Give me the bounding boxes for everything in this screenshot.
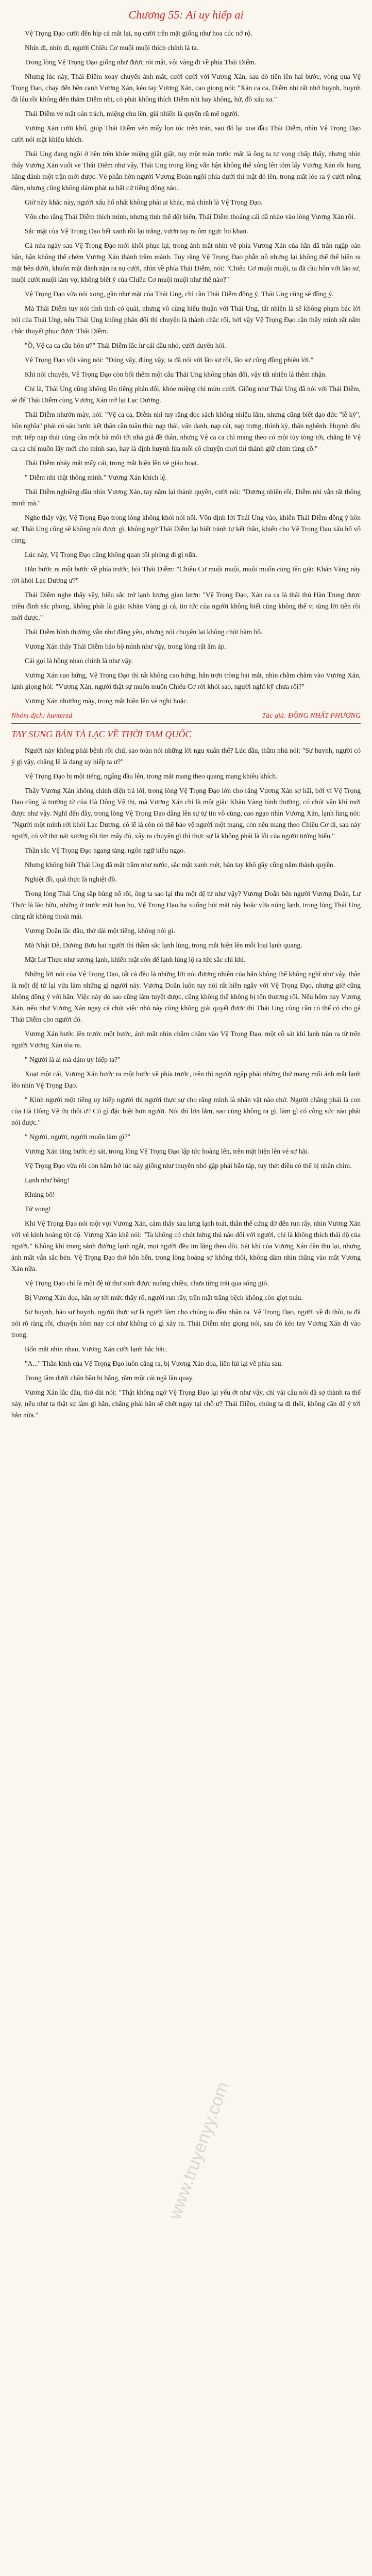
paragraph: Hắn bước ra một bước về phía trước, hỏi Thái Diễm: "Chiêu Cơ muội muội, muội muốn cùng tên giặc Khăn Vàng này rời khỏi Lạc Dương ư?" bbox=[11, 565, 361, 584]
paragraph: Mà Thái Diễm tuy nói tính tình có quái, nhưng vô cùng hiểu thuận với Thái Ung, tất nhiên là sẽ không phạm bác lời nói của Thái Ung, nếu Thái Ung không phản đối thì chuyện là thành chắc rồi, bởi vậy Vệ Trọng Đạo căn thấy mình rất nắm chắc thuyết phục được Thái Diễm. bbox=[11, 304, 361, 335]
paragraph: " Người là ai mà dám uy hiếp ta?" bbox=[25, 1056, 121, 1063]
chapter-body bbox=[11, 28, 361, 707]
paragraph: Khi Vệ Trọng Đạo nói một vợi Vương Xán, cảm thấy sau lưng lạnh toát, thân thể cứng đờ đến run rẩy, nhìn Vương Xán với vẻ kinh hoàng tột độ. Vương Xán khẽ nói: "Ta không có chút hứng thú nào đối với người, chỉ là không thích thái độ của người." Không khí trong sảnh đường lạnh ngắt, mọi người đều im lặng theo dõi. Sát khí của Vương Xán dần thu lại, nhưng ánh mắt vẫn sắc bén. Vệ Trọng Đạo thở hổn hển, trong lòng hoảng sợ không thôi, không dám nhìn thẳng vào mắt Vương Xán nữa. bbox=[11, 1219, 361, 1273]
paragraph: Vương Xán lắc đầu, thở dài nói: "Thật không ngờ Vệ Trọng Đạo lại yếu ớt như vậy, chỉ vài câu nói đã sợ thành ra thế này, nếu như ta thật sự làm gì hắn, chẳng phải hắn sẽ chết ngay tại chỗ ư? Thái Diễm, chúng ta đi thôi, không cần để ý tới hắn nữa." bbox=[11, 1388, 361, 1419]
paragraph: Vốn cho rằng Thái Diễm thích mình, nhưng tình thế đột biến, Thái Diễm thoáng cái đã nhào vào lòng Vương Xán rồi. bbox=[25, 213, 356, 221]
paragraph: Giờ này khắc này, người xấu hổ nhất không phải ai khác, mà chính là Vệ Trọng Đạo. bbox=[25, 198, 263, 206]
site-watermark: www.truyenyy.com bbox=[165, 2079, 233, 2222]
paragraph: Bị Vương Xán dọa, hắn sợ tới mức thấy rõ, người run rẩy, trên mặt trắng bệch không còn giọt máu. bbox=[25, 1294, 303, 1301]
paragraph: Chỉ là, Thái Ung cũng không lên tiếng phản đối, khóe miệng chỉ mím cười. Giống như Thái Ung đã nói với Thái Diễm, sẽ để Thái Diễm cùng Vương Xán trở lại Lạc Dương. bbox=[11, 385, 361, 404]
paragraph: Thái Diễm nhướn mày, hỏi: "Vệ ca ca, Diễm nhi tuy rằng đọc sách không nhiều lắm, nhưng cũng biết đạo đức "lễ ký", hôn nghĩa" phải có sáu bước kết thân cần tuân thủ: nạp thái, vấn danh, nạp cát, nạp trưng, thỉnh kỳ, thân nghênh. Huynh đều trực tiếp nạp thái cũng cần một bà mối tới nhà giả đề thân, nhưng Vệ ca ca chỉ mang theo có một tùy tòng tới, chẳng lẽ Vệ ca ca chỉ muốn lấy mới cho mình sao, hay là định huynh lừa mỗi cô chuyện chơi thì thành giữ chim tùng cõ." bbox=[11, 411, 361, 452]
chapter-body-continued bbox=[11, 745, 361, 1421]
paragraph: Vương Xán cười khổ, giúp Thái Diễm vén mấy lọn tóc trên trán, sau đó lại xoa đầu Thái Diễm, nhìn Vệ Trọng Đạo cười nói mặt khiêu khích. bbox=[11, 124, 361, 143]
paragraph: Thái Diễm nghiêng đầu nhìn Vương Xán, tay nắm lại thành quyền, cười nói: "Dương nhiên rồi, Diễm nhi vẫn rất thông minh mà." bbox=[11, 488, 361, 507]
author-credit: Tác giả: ĐỒNG NHẤT PHƯƠNG bbox=[262, 712, 361, 720]
paragraph: Trong lòng Vệ Trọng Đạo giống như được rót mật, vội vàng đi về phía Thái Điểm. bbox=[25, 58, 257, 66]
paragraph: Cả nửa ngày sau Vệ Trọng Đạo mới khôi phục lại, trong ánh mắt nhìn về phía Vương Xán của hắn đã tràn ngập oán hận, hận không thể chém Vương Xán thành trăm mảnh. Tuy rằng Vệ Trọng Đạo phẫn nộ nhưng lại không thể thể hiện ra mặt bên dưới, khuôn mặt đành nặn ra nụ cười, nhìn về phía Thái Diễm, nói: "Chiêu Cơ muội muội, ta đã cầu hôn với lão sư, muội cưới muội làm vợ, không biết ý của Chiêu Cơ muội muội như thế nào?" bbox=[11, 242, 361, 283]
credits-row bbox=[11, 712, 361, 720]
paragraph: Vương Xán bước lên trước một bước, ánh mắt nhìn chằm chằm vào Vệ Trọng Đạo, một cỗ sát khí lạnh tràn ra từ trên người Vương Xán tỏa ra. bbox=[11, 1030, 361, 1049]
paragraph: Cái gọi là hồng nhan chính là như vậy. bbox=[25, 657, 133, 665]
paragraph: Thái Diễm nháy mắt mấy cái, trong mắt hiện lên vẻ giảo hoạt. bbox=[25, 459, 199, 467]
paragraph: Mã Nhật Đê, Dương Bưu hai người thì thầm sắc lạnh lùng, trong mắt hiện lên mỗi loại lạnh quang. bbox=[25, 941, 302, 949]
paragraph: Vương Xán nhướng mày, trong mắt hiện lên vẻ nghi hoặc. bbox=[25, 697, 189, 705]
paragraph: Lạnh như băng! bbox=[25, 1176, 70, 1184]
paragraph: Vương Xán cao hứng, Vệ Trọng Đạo thì rất không cao hứng, hắn trợn tròng hai mắt, nhìn chằm chằm vào Vương Xán, lạnh giọng hỏi: "Vương Xán, người thật sự muốn muốn Chiêu Cơ rời khỏi sao, người nghĩ kỹ chưa rồi?" bbox=[11, 671, 361, 690]
paragraph: " Kinh người một tiếng uy hiếp người thì người thực sự cho rằng mình là nhân vật nào chứ. Người chẳng phải là con của Hà Đông Vệ thị thôi ư? Có gì đặc biệt hơn người. Nói thì lớn lắm, sao cũng không ra gì, làm gì có công sức nào phải nói được." bbox=[11, 1096, 361, 1126]
paragraph: Lúc này, Vệ Trọng Đạo cũng không quan tối phòng đi gì nữa. bbox=[25, 551, 197, 558]
paragraph: Vệ Trọng Đạo vừa rồi còn hăm hở lúc này giống như thuyền nhỏ gặp phải bão táp, tuy thét điều có thể bị nhấn chìm. bbox=[25, 1162, 352, 1170]
paragraph: Vương Xán tăng bước ép sát, trong lòng Vệ Trọng Đạo lập tức hoảng lên, trên mặt hiện lên vẻ sợ hãi. bbox=[25, 1147, 309, 1155]
paragraph: Sư huynh, hảo sư huynh, người thực sự là người làm cho chúng ta đều nhận ra. Vệ Trọng Đạo, người về đi thôi, ta đã nói rõ ràng rồi, chuyện hôm nay coi như không có gì xảy ra. Thái Diễm nhẹ giọng nói, sau đó kéo tay Vương Xán đi vào trong. bbox=[11, 1308, 361, 1338]
paragraph: Vệ Trọng Đạo vừa nói xong, gần như mặt của Thái Ung, chỉ cần Thái Diễm đồng ý, Thái Ung cũng sẽ đồng ý. bbox=[25, 290, 334, 298]
paragraph: Thái Ung đang ngồi ở bên trên khóe miệng giật giật, tuy một màn trước mắt là ông ta tự vọng chấp thấy, nhưng nhìn thấy Vương Xán vuốt ve Thái Điểm như vậy, Thái Ung trong lòng vẫn hận không thể xông lên tóm lấy Vương Xán rồi hung hăng đánh một trận mới được. Vẻ phẫn hờn người Vương Đoàn ngồi phía dưới thì mặt đỏ lên, trong mắt lóe ra ý cười nồng đậm, nhưng cũng không dám phát ra bất cứ tiếng động nào. bbox=[11, 150, 361, 192]
paragraph: Sắc mặt của Vệ Trọng Đạo hết xanh rồi lại trắng, vươn tay ra ôm ngực ho khan. bbox=[25, 227, 248, 235]
paragraph: Thái Diễm vẻ mặt oán trách, miệng chu lên, giả nhiên là quyến rũ mê người. bbox=[25, 110, 240, 117]
paragraph: "Ồ, Vệ ca ca cầu hôn ư?" Thái Diễm lắc lư cái đầu nhỏ, cười duyên hỏi. bbox=[25, 342, 226, 349]
paragraph: Xoạt một cái, Vương Xán bước ra một bước về phía trước, trên thì người ngập phải những thứ mang mối ánh mắt lạnh lẽo nhìn Vệ Trọng Đạo. bbox=[11, 1070, 361, 1089]
paragraph: Thần sắc Vệ Trọng Đạo ngang tàng, ngôn ngữ kiêu ngạo. bbox=[25, 846, 185, 854]
paragraph: Tử vong! bbox=[25, 1205, 51, 1213]
book-title: TAY SUNG BẢN TÀ LẠC VỀ THỜI TAM QUỐC bbox=[11, 729, 192, 739]
paragraph: Những lời nói của Vệ Trọng Đạo, tất cả đều là những lời nói đương nhiên của hắn không thể không nghĩ như vậy, thân là một đệ tử lại vừa làm những gì người này. Vương Doãn luôn tuy nói rất hiền ngây với Vệ Trọng Đạo, nhưng giờ cũng không đồng ý với hắn. Việc này do sao cũng làm tuyệt được, cũng không thể không bị tổn thương rồi. Nếu hôm nay Vương Xán, nếu như Vương Xán ngay cả chút việc nhỏ này cũng không giải quyết được thì Thái Ung cũng cần có thể có cho gả Thái Diễm cho người đó. bbox=[11, 970, 361, 1023]
paragraph: Nhưng lúc này, Thái Điểm xoay chuyển ánh mắt, cười cười với Vương Xán, sau đó tiến lên hai bước, vòng qua Vệ Trọng Đạo, chạy đến bên cạnh Vương Xán, kéo tay Vương Xán, cao giọng nói: "Xán ca ca, Diễm nhi rất nhớ huynh, huynh đã lâu rồi không đến thăm Diễm nhi, có phải không thích Diễm nhi hay không, hử, đồ xấu xa." bbox=[11, 73, 361, 103]
paragraph: Nhưng không biết Thái Ung đã mặt trầm như nước, sắc mặt xanh mét, bàn tay khô gầy cũng nắm thành quyền. bbox=[25, 861, 335, 869]
paragraph: Vệ Trọng Đạo cười đến híp cả mắt lại, nụ cười trên mặt giống như hoa cúc nở rộ. bbox=[25, 29, 252, 37]
paragraph: Trong lòng Thái Ung sắp bùng nổ rồi, ông ta sao lại thu một đệ tử như vậy? Vương Doãn bên người Vương Doãn, Lư Thực là lão hữu, những ở trước mặt bọn họ, Vệ Trọng Đạo hạ xuống bút mặt này hoặc vừa nóng lạnh, trong lòng Thái Ung cũng rất không thoải mái. bbox=[11, 890, 361, 920]
paragraph: Thấy Vương Xán không chính diện trả lời, trong lòng Vệ Trọng Đạo lớn cho rằng Vương Xán sợ hãi, bởi vì Vệ Trọng Đạo cũng là trưởng tử của Hà Đông Vệ thị, mà Vương Xán chỉ là một giặc Khăn Vàng bình thường, có chút vận khí mới được như vậy. Nghĩ đến đây, trong lòng Vệ Trọng Đạo dâng lên sự tự tin vô cùng, cao ngạo nhìn Vương Xán, lạnh lùng nói: "Người một mình rời khỏi Lạc Dương, có lẽ là còn có thể bảo vệ người một mạng, còn nếu mang theo Chiêu Cơ đi, sau này người, có vỡ thịt nát xương rồi tìm mấy đó, xây ra chuyện gì thì thực sự là không phải là lỗi của người tưởng hiểu." bbox=[11, 787, 361, 840]
paragraph: Nhìn đi, nhìn đi, người Chiêu Cơ muội muội thích chính là ta. bbox=[25, 44, 199, 52]
paragraph: Thái Diễm bình thường vẫn như đằng yêu, nhưng nói chuyện lại không chút hàm hồ. bbox=[25, 628, 263, 636]
paragraph: Người này không phải bệnh rồi chứ, sao toàn nói những lời ngu xuẩn thế? Lúc đầu, thầm nhủ nói: "Sư huynh, người có ý gì vậy, chẳng lẽ là đang uy hiếp ta ư?" bbox=[11, 747, 361, 766]
paragraph: " Người, người, người muốn làm gì?" bbox=[25, 1133, 131, 1141]
paragraph: Nghiệt đồ, quả thực là nghiệt đồ. bbox=[25, 875, 117, 883]
paragraph: " Diễm nhi thật thông minh." Vương Xán khích lệ. bbox=[25, 473, 167, 481]
paragraph: Vương Xán thấy Thái Diễm bảo hộ mình như vậy, trong lòng rất ấm áp. bbox=[25, 642, 226, 650]
paragraph: Mặt Lư Thực như sương lạnh, khiến mặt còn để lạnh lùng lộ ra tức sắc chi khí. bbox=[25, 956, 246, 963]
chapter-title: Chương 55: Ai uy hiếp ai bbox=[128, 8, 244, 21]
paragraph: Vệ Trọng Đạo chỉ là một đệ tử thư sinh được nuông chiều, chưa từng trải qua sóng gió. bbox=[25, 1279, 269, 1287]
paragraph: Vệ Trọng Đạo bị một tiếng, ngẩng đầu lên, trong mắt mang theo quang mang khiêu khích. bbox=[25, 772, 278, 780]
paragraph: Khi nói chuyện, Vệ Trọng Đạo còn bối thêm một câu Thái Ung không phản đối, vậy tất nhiên là thêm nhận. bbox=[25, 370, 327, 378]
paragraph: Vương Doãn lắc đầu, thở dài một tiếng, không nói gì. bbox=[25, 927, 175, 935]
paragraph: Vệ Trọng Đạo vội vàng nói: "Đúng vậy, đúng vậy, ta đã nói với lão sư rồi, lão sư cũng đồng phiêu lời." bbox=[25, 356, 314, 364]
paragraph: Bốn mắt nhìn nhau, Vương Xán cười lạnh hắc hắc. bbox=[25, 1345, 167, 1353]
section-divider bbox=[11, 723, 361, 724]
paragraph: "A..." Thân kinh của Vệ Trọng Đạo luôn căng ra, bị Vương Xán dọa, liền lùi lại về phía sau. bbox=[25, 1360, 283, 1367]
paragraph: Khủng bố! bbox=[25, 1191, 55, 1198]
paragraph: Nghe thấy vậy, Vệ Trọng Đạo trong lòng không khỏi nói nổi. Vốn định lời Thái Ung vào, khiến Thái Diễm đồng ý hôn sự, Thái Ung cũng sẽ không nói được gì, không ngờ Thái Diễm lại biết tránh tự kết thân, khiến cho Vệ Trọng Đạo xấu hổ vô cùng. bbox=[11, 514, 361, 544]
paragraph: Thái Diễm nghe thấy vậy, biểu sắc trở lạnh lượng gian lươn: "Vệ Trọng Đạo, Xán ca ca là thái thú Hàn Trung được triều đình sắc phong, không phải là giặc Khăn Vàng gì cả, tin tức của người không biết cũng không thể vị tùng lời tiên rồi mới được." bbox=[11, 591, 361, 621]
translator-credit: Nhóm dịch: hunterzd bbox=[11, 712, 73, 720]
paragraph: Trong tâm dưới chân bần bị bắng, rằm một cái ngã lăn quay. bbox=[25, 1374, 194, 1382]
